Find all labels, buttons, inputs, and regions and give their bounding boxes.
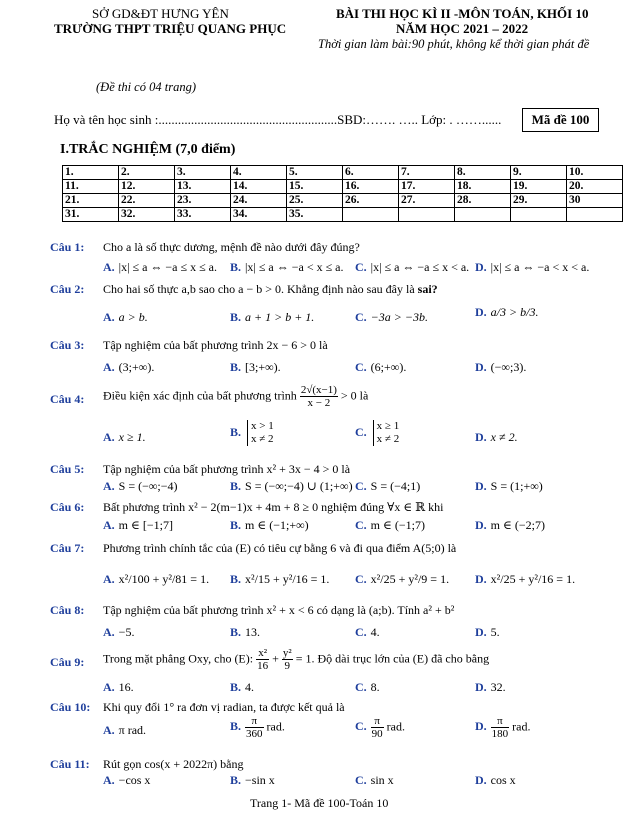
q10-number: Câu 10:	[50, 700, 91, 714]
q6-option-c: C. m ∈ (−1;7)	[355, 518, 425, 532]
grid-cell: 33.	[175, 208, 231, 222]
q11-option-b: B. −sin x	[230, 773, 275, 787]
grid-cell: 26.	[343, 194, 399, 208]
q1-option-d: D. |x| ≤ a ⇔ −a < x < a.	[475, 260, 590, 274]
q1-option-a: A. |x| ≤ a ⇔ −a ≤ x ≤ a.	[103, 260, 217, 274]
grid-cell: 2.	[119, 166, 175, 180]
pages-note: (Đề thi có 04 trang)	[96, 80, 196, 94]
grid-cell: 16.	[343, 180, 399, 194]
q4-option-d: D. x ≠ 2.	[475, 430, 518, 444]
q8-option-d: D. 5.	[475, 625, 500, 639]
q1-text: Cho a là số thực dương, mệnh đề nào dưới đây đúng?	[103, 240, 360, 254]
q4-option-c: C. x ≥ 1 x ≠ 2	[355, 420, 400, 445]
grid-cell: 1.	[63, 166, 119, 180]
q9-option-a: A. 16.	[103, 680, 134, 694]
grid-cell	[567, 208, 623, 222]
q6-option-a: A. m ∈ [−1;7]	[103, 518, 173, 532]
q5-number: Câu 5:	[50, 462, 85, 476]
q9-option-b: B. 4.	[230, 680, 255, 694]
q9-frac-y: $\frac{\text{y²}}{9}$	[282, 647, 292, 672]
q8-option-c: C. 4.	[355, 625, 380, 639]
grid-cell: 12.	[119, 180, 175, 194]
q7-option-d: D. x²/25 + y²/16 = 1.	[475, 572, 576, 586]
grid-cell: 28.	[455, 194, 511, 208]
q10-option-c: C. $\frac{\pi}{90}$ rad.	[355, 715, 405, 740]
q2-option-c: C. −3a > −3b.	[355, 310, 428, 324]
q8-option-a: A. −5.	[103, 625, 135, 639]
q2-option-b: B. a + 1 > b + 1.	[230, 310, 315, 324]
grid-cell: 23.	[175, 194, 231, 208]
answer-grid	[62, 165, 623, 222]
grid-cell: 35.	[287, 208, 343, 222]
grid-cell	[511, 208, 567, 222]
grid-cell: 9.	[511, 166, 567, 180]
grid-cell: 10.	[567, 166, 623, 180]
q9-number: Câu 9:	[50, 655, 85, 669]
dept-name: SỞ GD&ĐT HƯNG YÊN	[92, 6, 229, 21]
q2-option-d: D. a/3 > b/3.	[475, 305, 539, 319]
q1-option-c: C. |x| ≤ a ⇔ −a ≤ x < a.	[355, 260, 470, 274]
time-note: Thời gian làm bài:90 phút, không kể thời gian phát đề	[318, 37, 590, 51]
grid-cell: 34.	[231, 208, 287, 222]
q11-option-a: A. −cos x	[103, 773, 151, 787]
q4-option-a: A. x ≥ 1.	[103, 430, 146, 444]
q4-text: Điều kiện xác định của bất phương trình $\frac{2√(x-1)}{x - 2}$ > 0 là	[103, 384, 369, 409]
exam-title: BÀI THI HỌC KÌ II -MÔN TOÁN, KHỐI 10	[336, 6, 589, 21]
q6-option-b: B. m ∈ (−1;+∞)	[230, 518, 309, 532]
q10-option-a: A. π rad.	[103, 723, 147, 737]
q9-option-d: D. 32.	[475, 680, 506, 694]
grid-cell: 18.	[455, 180, 511, 194]
q5-option-c: C. S = (−4;1)	[355, 479, 421, 493]
grid-cell: 20.	[567, 180, 623, 194]
school-year: NĂM HỌC 2021 – 2022	[396, 21, 529, 36]
q9-option-c: C. 8.	[355, 680, 380, 694]
q3-option-a: A. (3;+∞).	[103, 360, 155, 374]
q3-option-d: D. (−∞;3).	[475, 360, 527, 374]
grid-cell: 4.	[231, 166, 287, 180]
grid-cell: 6.	[343, 166, 399, 180]
q7-text: Phương trình chính tắc của (E) có tiêu cự bằng 6 và đi qua điểm A(5;0) là	[103, 541, 457, 555]
q4-number: Câu 4:	[50, 392, 85, 406]
grid-cell: 32.	[119, 208, 175, 222]
student-info-line: Họ và tên học sinh :.......................................................SBD:……. ….. Lớp: . ……......	[54, 112, 502, 127]
grid-cell: 5.	[287, 166, 343, 180]
q2-option-a: A. a > b.	[103, 310, 148, 324]
grid-cell: 15.	[287, 180, 343, 194]
q11-number: Câu 11:	[50, 757, 90, 771]
q6-text: Bất phương trình x² − 2(m−1)x + 4m + 8 ≥ 0 nghiệm đúng ∀x ∈ ℝ khi	[103, 500, 444, 514]
grid-cell: 14.	[231, 180, 287, 194]
grid-cell: 22.	[119, 194, 175, 208]
q1-option-b: B. |x| ≤ a ⇔ −a < x ≤ a.	[230, 260, 344, 274]
q5-text: Tập nghiệm của bất phương trình x² + 3x − 4 > 0 là	[103, 462, 351, 476]
grid-cell: 17.	[399, 180, 455, 194]
q5-option-b: B. S = (−∞;−4) ∪ (1;+∞)	[230, 479, 353, 493]
q4-fraction: $\frac{2√(x-1)}{x - 2}$	[300, 384, 337, 409]
grid-cell: 27.	[399, 194, 455, 208]
page-footer: Trang 1- Mã đề 100-Toán 10	[250, 796, 389, 810]
q2-number: Câu 2:	[50, 282, 85, 296]
q11-option-c: C. sin x	[355, 773, 394, 787]
q3-text: Tập nghiệm của bất phương trình 2x − 6 > 0 là	[103, 338, 328, 352]
q7-option-a: A. x²/100 + y²/81 = 1.	[103, 572, 210, 586]
q2-text: Cho hai số thực a,b sao cho a − b > 0. Khẳng định nào sau đây là sai?	[103, 282, 438, 296]
q11-text: Rút gọn cos(x + 2022π) bằng	[103, 757, 244, 771]
grid-cell: 21.	[63, 194, 119, 208]
q9-frac-x: $\frac{\text{x²}}{16}$	[257, 647, 269, 672]
grid-cell: 11.	[63, 180, 119, 194]
q7-number: Câu 7:	[50, 541, 85, 555]
q1-number: Câu 1:	[50, 240, 85, 254]
q5-option-d: D. S = (1;+∞)	[475, 479, 543, 493]
q4-option-b: B. x > 1 x ≠ 2	[230, 420, 274, 445]
grid-cell	[455, 208, 511, 222]
grid-cell: 3.	[175, 166, 231, 180]
grid-cell: 13.	[175, 180, 231, 194]
q9-text: Trong mặt phẳng Oxy, cho (E): $\frac{\text{x²}}{16}$ + $\frac{\text{y²}}{9}$ = 1. Độ dài trục lớn của (E) đã cho bằng	[103, 647, 490, 672]
grid-cell	[399, 208, 455, 222]
q7-option-b: B. x²/15 + y²/16 = 1.	[230, 572, 330, 586]
q5-option-a: A. S = (−∞;−4)	[103, 479, 178, 493]
grid-cell: 19.	[511, 180, 567, 194]
grid-cell: 24.	[231, 194, 287, 208]
school-name: TRƯỜNG THPT TRIỆU QUANG PHỤC	[54, 21, 287, 36]
q3-number: Câu 3:	[50, 338, 85, 352]
grid-cell: 30	[567, 194, 623, 208]
q8-number: Câu 8:	[50, 603, 85, 617]
q10-option-d: D. $\frac{\pi}{180}$ rad.	[475, 715, 531, 740]
q6-option-d: D. m ∈ (−2;7)	[475, 518, 545, 532]
q11-option-d: D. cos x	[475, 773, 516, 787]
q3-option-c: C. (6;+∞).	[355, 360, 407, 374]
q6-number: Câu 6:	[50, 500, 85, 514]
grid-cell: 29.	[511, 194, 567, 208]
grid-cell: 31.	[63, 208, 119, 222]
q8-option-b: B. 13.	[230, 625, 261, 639]
q3-option-b: B. [3;+∞).	[230, 360, 281, 374]
grid-cell: 7.	[399, 166, 455, 180]
q8-text: Tập nghiệm của bất phương trình x² + x < 6 có dạng là (a;b). Tính a² + b²	[103, 603, 455, 617]
grid-cell	[343, 208, 399, 222]
section-title: I.TRẮC NGHIỆM (7,0 điểm)	[60, 142, 236, 157]
q7-option-c: C. x²/25 + y²/9 = 1.	[355, 572, 450, 586]
exam-code-box: Mã đề 100	[522, 108, 599, 132]
grid-cell: 25.	[287, 194, 343, 208]
q10-option-b: B. $\frac{\pi}{360}$ rad.	[230, 715, 285, 740]
q10-text: Khi quy đổi 1° ra đơn vị radian, ta được kết quả là	[103, 700, 345, 714]
grid-cell: 8.	[455, 166, 511, 180]
